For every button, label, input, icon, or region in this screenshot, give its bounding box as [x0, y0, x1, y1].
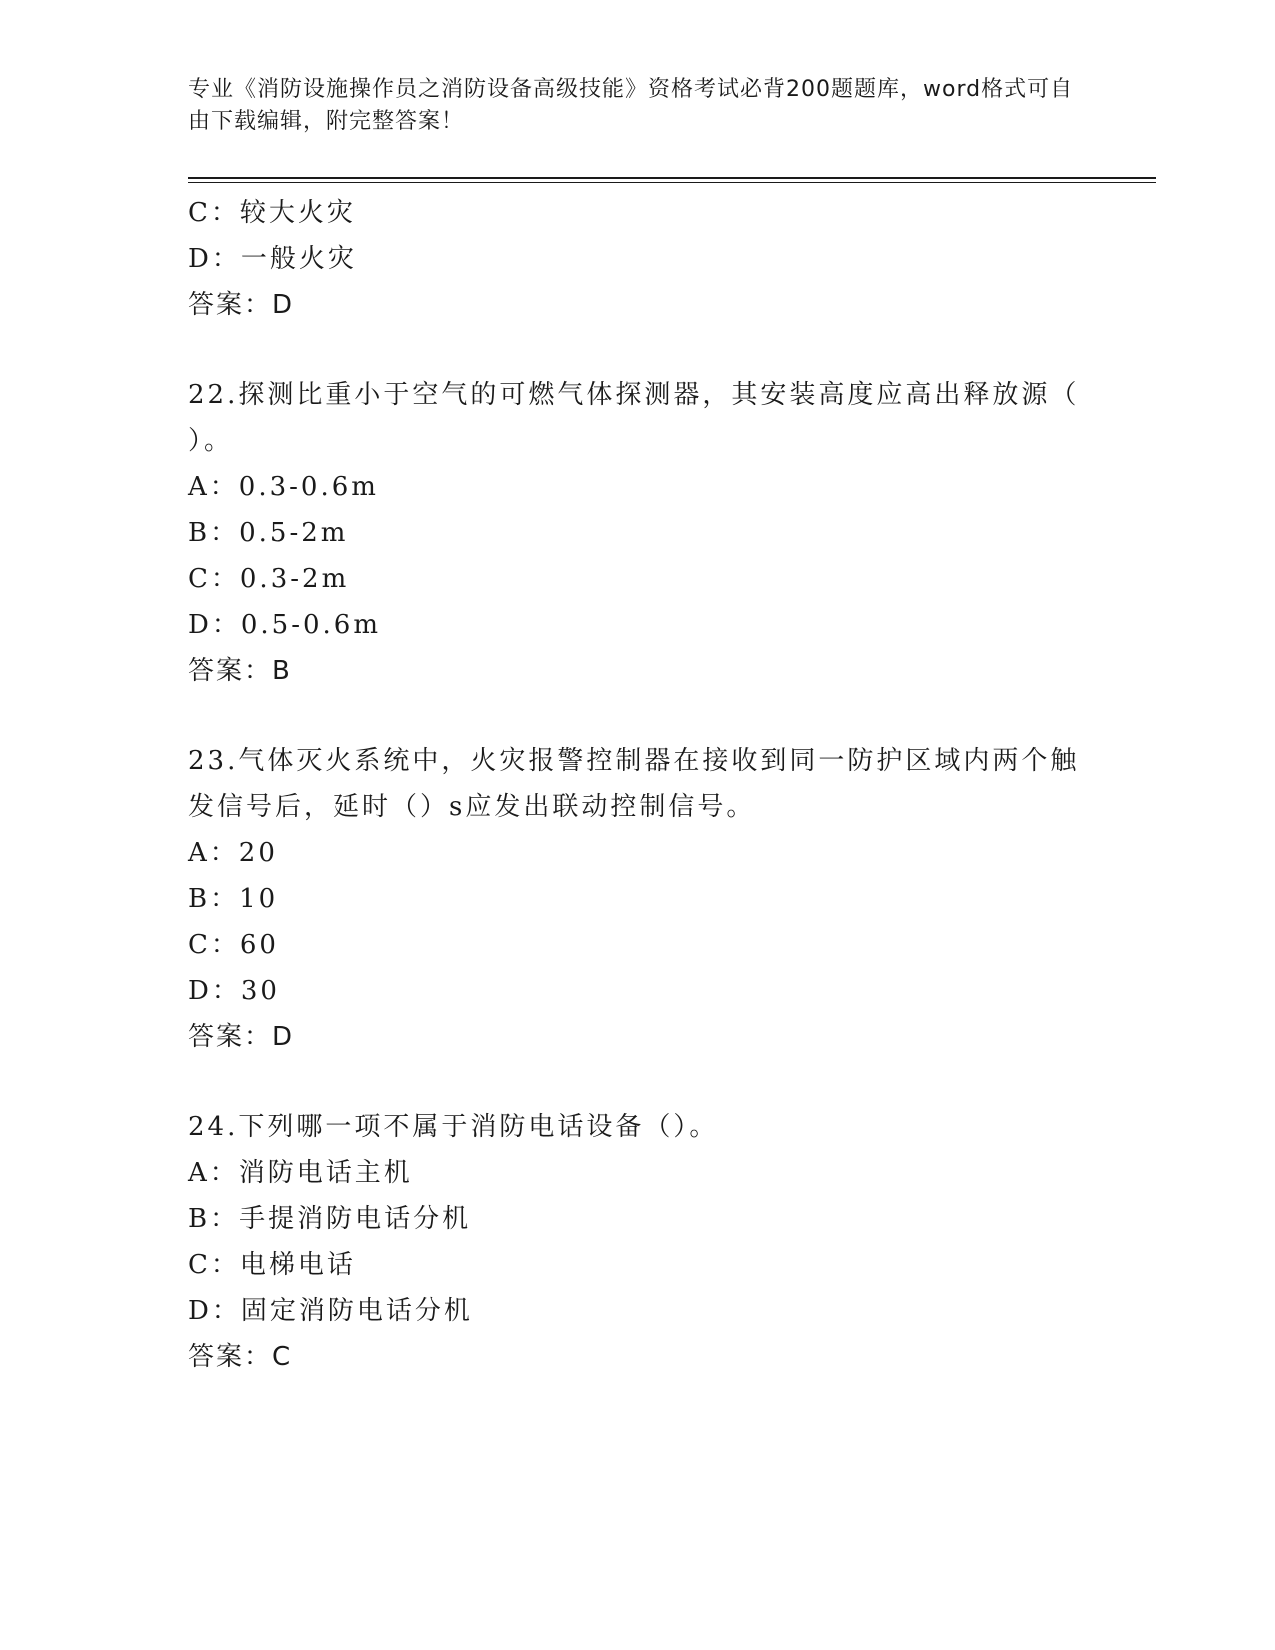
- option-b: B：手提消防电话分机: [188, 1204, 472, 1234]
- question-text: 24.下列哪一项不属于消防电话设备（）。: [188, 1112, 719, 1142]
- question-text-continued: 发信号后，延时（）s应发出联动控制信号。: [188, 792, 756, 822]
- option-d: D：固定消防电话分机: [188, 1296, 473, 1326]
- document-header: 专业《消防设施操作员之消防设备高级技能》资格考试必背200题题库，word格式可自由下载编辑，附完整答案！: [188, 77, 1074, 134]
- question-text-continued: ）。: [188, 426, 234, 456]
- answer-line: 答案：D: [188, 1022, 295, 1052]
- answer-line: 答案：C: [188, 1342, 293, 1372]
- header-divider-thin: [188, 182, 1156, 183]
- option-d: D：一般火灾: [188, 244, 357, 274]
- option-c: C：60: [188, 930, 279, 960]
- option-a: A：消防电话主机: [188, 1158, 413, 1188]
- question-block-24: [188, 1104, 1088, 1380]
- header-divider-thick: [188, 177, 1156, 179]
- question-content: [188, 190, 1088, 1380]
- spacer: [188, 694, 1088, 738]
- option-d: D：0.5-0.6m: [188, 610, 381, 640]
- question-block-23: [188, 738, 1088, 1060]
- option-a: A：0.3-0.6m: [188, 472, 379, 502]
- option-c: C：电梯电话: [188, 1250, 356, 1280]
- answer-line: 答案：B: [188, 656, 292, 686]
- option-b: B：0.5-2m: [188, 518, 349, 548]
- spacer: [188, 1060, 1088, 1104]
- prev-question-block: [188, 190, 1088, 328]
- spacer: [188, 328, 1088, 372]
- option-b: B：10: [188, 884, 279, 914]
- option-c: C：较大火灾: [188, 198, 356, 228]
- option-c: C：0.3-2m: [188, 564, 350, 594]
- answer-line: 答案：D: [188, 290, 295, 320]
- question-text: 23.气体灭火系统中，火灾报警控制器在接收到同一防护区域内两个触: [188, 746, 1080, 776]
- question-text: 22.探测比重小于空气的可燃气体探测器，其安装高度应高出释放源（: [188, 380, 1080, 410]
- option-d: D：30: [188, 976, 280, 1006]
- option-a: A：20: [188, 838, 278, 868]
- question-block-22: [188, 372, 1088, 694]
